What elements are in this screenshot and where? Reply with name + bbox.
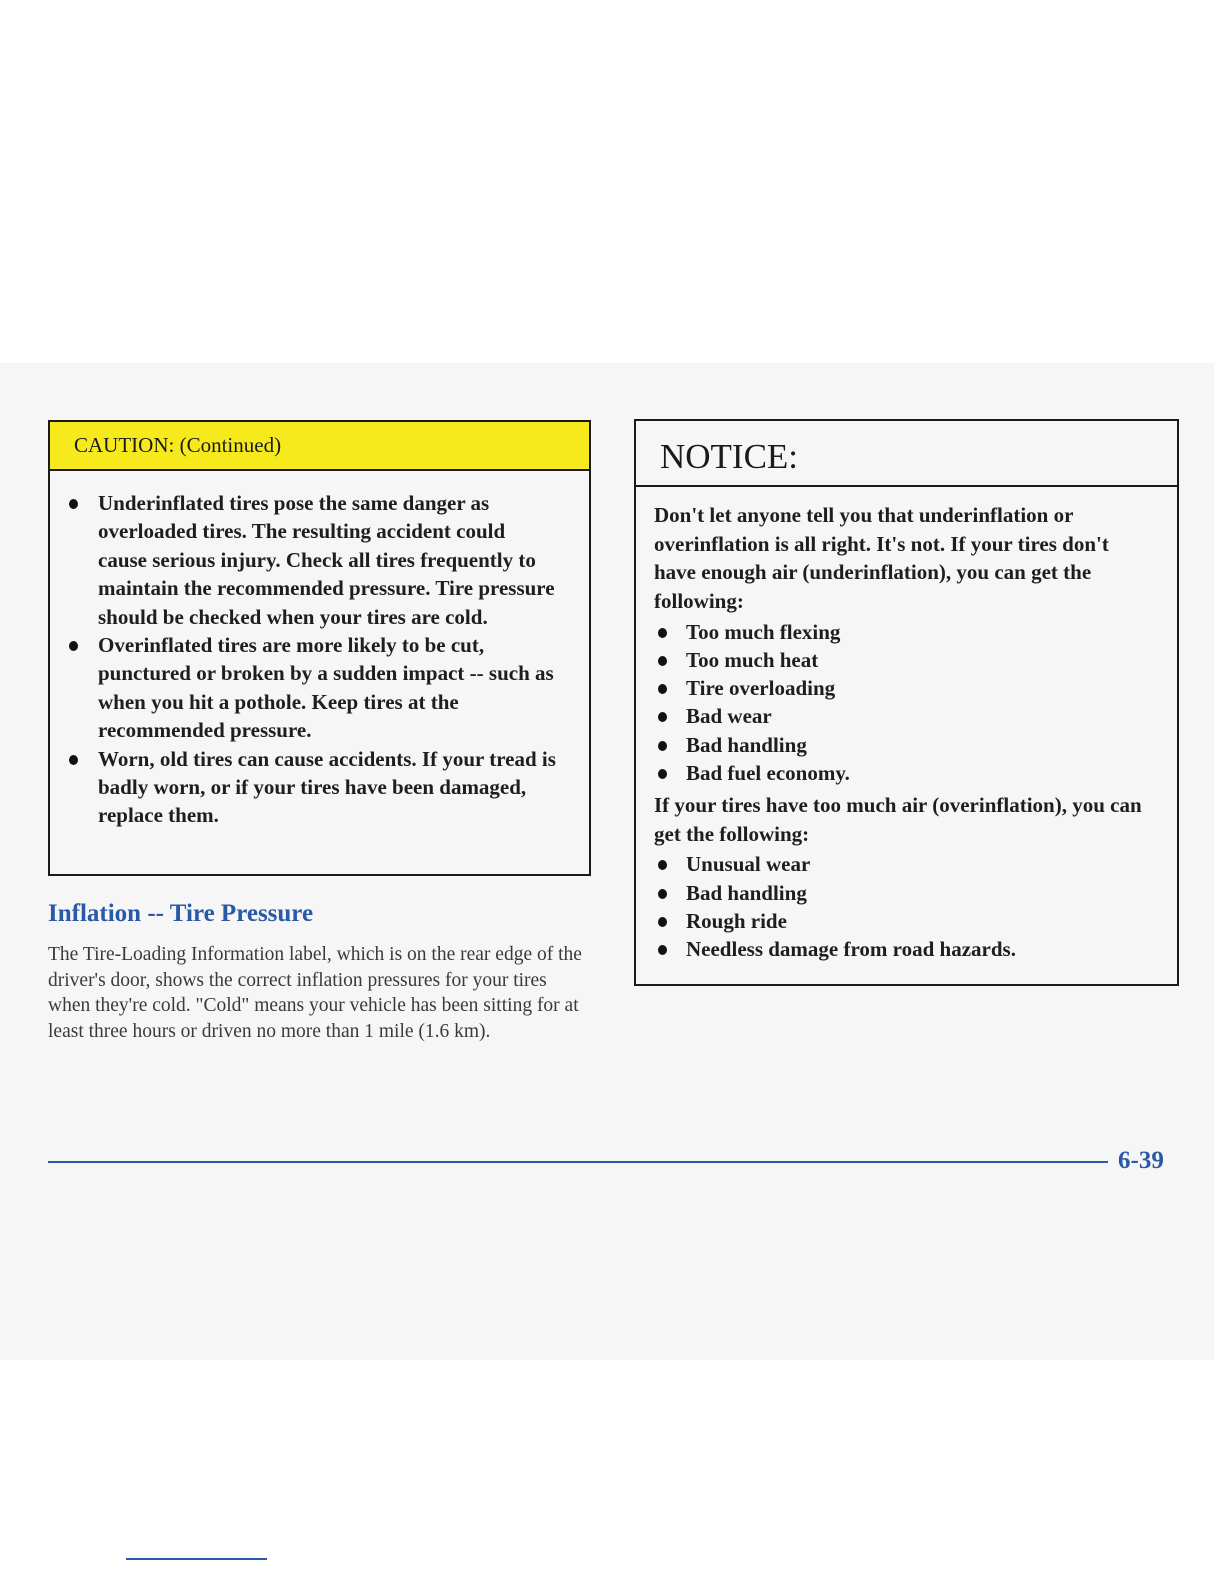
notice-intro-over: If your tires have too much air (overinflation), you can get the following: [654, 793, 1142, 846]
list-item-text: Unusual wear [686, 852, 811, 877]
bullet-icon [658, 917, 667, 927]
notice-content [636, 487, 1177, 963]
section-body: The Tire-Loading Information label, which is on the rear edge of the driver's door, shows the correct inflation pressures for your tires when they're cold. "Cold" means your vehicle has been sitting for at least three hours or driven no more than 1 mile (1.6 km). [48, 944, 582, 1042]
bullet-icon [658, 889, 667, 899]
bullet-icon [69, 499, 78, 509]
list-item [654, 618, 1147, 646]
list-item-text: Needless damage from road hazards. [686, 937, 1016, 962]
notice-intro-under: Don't let anyone tell you that underinflation or overinflation is all right. It's not. If your tires don't have enough air (underinflation), you can get the following: [654, 503, 1109, 614]
page-number: 6-39 [1118, 1147, 1164, 1174]
bullet-icon [658, 860, 667, 870]
list-item [654, 731, 1147, 759]
list-item [654, 646, 1147, 674]
list-item-text: Tire overloading [686, 676, 836, 701]
list-item-text: Too much heat [686, 648, 819, 673]
footer-rule [48, 1161, 1108, 1163]
list-item-text: Bad fuel economy. [686, 760, 850, 785]
list-item [654, 907, 1147, 935]
caution-item [50, 631, 589, 745]
bullet-icon [658, 712, 667, 722]
list-item-text: Bad handling [686, 732, 807, 757]
caution-item [50, 489, 589, 631]
bullet-icon [658, 945, 667, 955]
caution-list [50, 471, 589, 830]
caution-item [50, 745, 589, 830]
section-heading: Inflation -- Tire Pressure [48, 900, 314, 927]
notice-box [634, 419, 1179, 986]
bullet-icon [658, 656, 667, 666]
caution-header: CAUTION: (Continued) [50, 422, 589, 471]
caution-item-text: Worn, old tires can cause accidents. If your tread is badly worn, or if your tires have been damaged, replace them. [98, 746, 556, 828]
list-item [654, 674, 1147, 702]
bullet-icon [69, 641, 78, 651]
bullet-icon [658, 684, 667, 694]
caution-box [48, 420, 591, 876]
list-item [654, 759, 1147, 787]
overinflation-list [654, 850, 1147, 963]
list-item [654, 935, 1147, 963]
bullet-icon [658, 741, 667, 751]
list-item-text: Too much flexing [686, 619, 841, 644]
list-item-text: Bad wear [686, 704, 772, 729]
bullet-icon [69, 755, 78, 765]
bottom-rule [126, 1558, 267, 1560]
caution-item-text: Overinflated tires are more likely to be cut, punctured or broken by a sudden impact -- such as when you hit a pothole. Keep tires at the recommended pressure. [98, 633, 554, 743]
list-item-text: Bad handling [686, 880, 807, 905]
underinflation-list [654, 618, 1147, 787]
list-item [654, 702, 1147, 730]
bullet-icon [658, 628, 667, 638]
list-item-text: Rough ride [686, 908, 787, 933]
list-item [654, 879, 1147, 907]
bullet-icon [658, 769, 667, 779]
list-item [654, 850, 1147, 878]
notice-header: NOTICE: [636, 421, 1177, 487]
caution-item-text: Underinflated tires pose the same danger as overloaded tires. The resulting accident could cause serious injury. Check all tires frequently to maintain the recommended pressure. Tire pressure should be checked when your tires are cold. [98, 491, 555, 629]
